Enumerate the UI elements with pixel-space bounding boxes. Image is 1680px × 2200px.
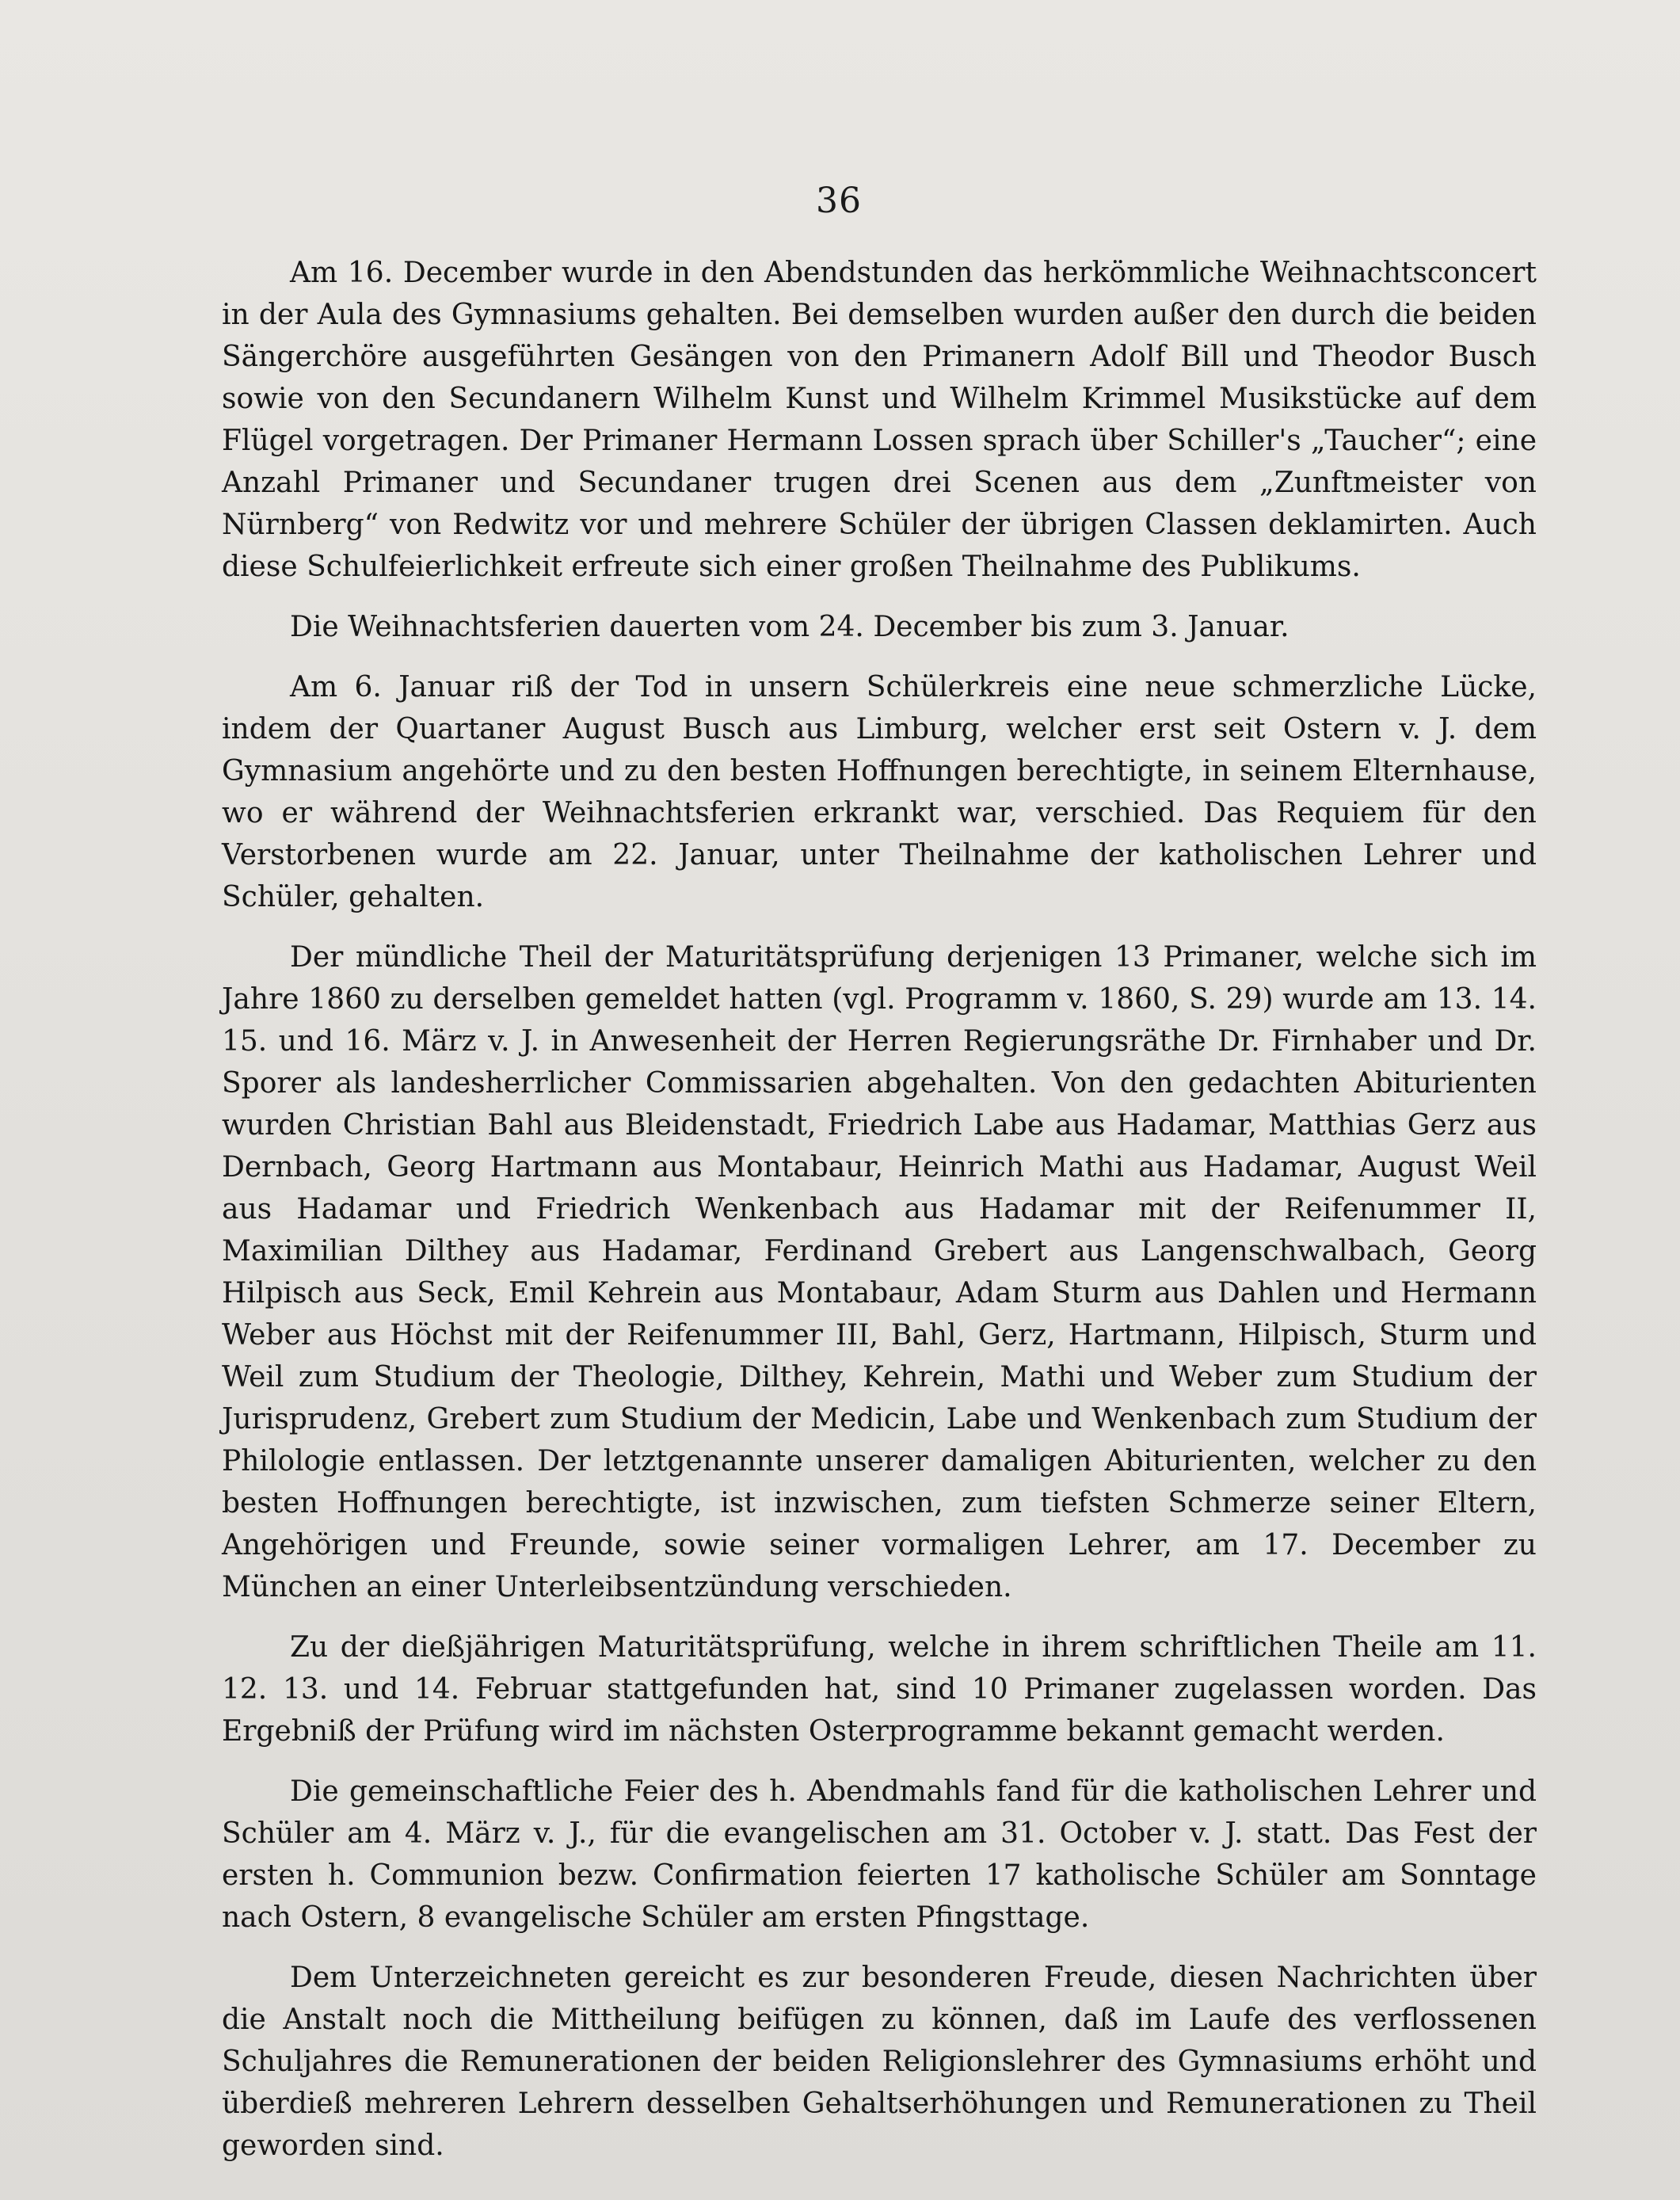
paragraph-remunerations: Dem Unterzeichneten gereicht es zur besonderen Freude, diesen Nachrichten über die Anstalt noch die Mittheilung beifügen zu können, daß im Laufe des verflossenen Schuljahres die Remunerationen der beiden Religionslehrer des Gymnasiums erhöht und überdieß mehreren Lehrern desselben Gehaltserhöhungen und Remunerationen zu Theil geworden sind.: [222, 1962, 1537, 2162]
paragraph-communion: Die gemeinschaftliche Feier des h. Abendmahls fand für die katholischen Lehrer und Schüler am 4. März v. J., für die evangelischen am 31. October v. J. statt. Das Fest der ersten h. Communion bezw. Confirmation feierten 17 katholische Schüler am Sonntage nach Ostern, 8 evangelische Schüler am ersten Pfingsttage.: [222, 1775, 1537, 1934]
paragraph-christmas-concert: Am 16. December wurde in den Abendstunden das herkömmliche Weihnachtsconcert in der Aula des Gymnasiums gehalten. Bei demselben wurden außer den durch die beiden Sängerchöre ausgeführten Gesängen von den Primanern Adolf Bill und Theodor Busch sowie von den Secundanern Wilhelm Kunst und Wilhelm Krimmel Musikstücke auf dem Flügel vorgetragen. Der Primaner Hermann Lossen sprach über Schiller's „Taucher“; eine Anzahl Primaner und Secundaner trugen drei Scenen aus dem „Zunftmeister von Nürnberg“ von Redwitz vor und mehrere Schüler der übrigen Classen deklamirten. Auch diese Schulfeierlichkeit erfreute sich einer großen Theilnahme des Publikums.: [222, 257, 1537, 583]
paragraph-christmas-holidays: Die Weihnachtsferien dauerten vom 24. December bis zum 3. Januar.: [290, 611, 1290, 643]
paragraph-current-exam: Zu der dießjährigen Maturitätsprüfung, welche in ihrem schriftlichen Theile am 11. 12. 13. und 14. Februar stattgefunden hat, sind 10 Primaner zugelassen worden. Das Ergebniß der Prüfung wird im nächsten Osterprogramme bekannt gemacht werden.: [222, 1631, 1537, 1748]
page-number: 36: [816, 181, 862, 221]
paragraph-oral-exam: Der mündliche Theil der Maturitätsprüfung derjenigen 13 Primaner, welche sich im Jahre 1860 zu derselben gemeldet hatten (vgl. Programm v. 1860, S. 29) wurde am 13. 14. 15. und 16. März v. J. in Anwesenheit der Herren Regierungsräthe Dr. Firnhaber und Dr. Sporer als landesherrlicher Commissarien abgehalten. Von den gedachten Abiturienten wurden Christian Bahl aus Bleidenstadt, Friedrich Labe aus Hadamar, Matthias Gerz aus Dernbach, Georg Hartmann aus Montabaur, Heinrich Mathi aus Hadamar, August Weil aus Hadamar und Friedrich Wenkenbach aus Hadamar mit der Reifenummer II, Maximilian Dilthey aus Hadamar, Ferdinand Grebert aus Langenschwalbach, Georg Hilpisch aus Seck, Emil Kehrein aus Montabaur, Adam Sturm aus Dahlen und Hermann Weber aus Höchst mit der Reifenummer III, Bahl, Gerz, Hartmann, Hilpisch, Sturm und Weil zum Studium der Theologie, Dilthey, Kehrein, Mathi und Weber zum Studium der Jurisprudenz, Grebert zum Studium der Medicin, Labe und Wenkenbach zum Studium der Philologie entlassen. Der letztgenannte unserer damaligen Abiturienten, welcher zu den besten Hoffnungen berechtigte, ist inzwischen, zum tiefsten Schmerze seiner Eltern, Angehörigen und Freunde, sowie seiner vormaligen Lehrer, am 17. December zu München an einer Unterleibsentzündung verschieden.: [222, 941, 1537, 1603]
body-text: [222, 252, 1537, 2167]
paragraph-student-death: Am 6. Januar riß der Tod in unsern Schülerkreis eine neue schmerzliche Lücke, indem der Quartaner August Busch aus Limburg, welcher erst seit Ostern v. J. dem Gymnasium angehörte und zu den besten Hoffnungen berechtigte, in seinem Elternhause, wo er während der Weihnachtsferien erkrankt war, verschied. Das Requiem für den Verstorbenen wurde am 22. Januar, unter Theilnahme der katholischen Lehrer und Schüler, gehalten.: [222, 671, 1537, 913]
